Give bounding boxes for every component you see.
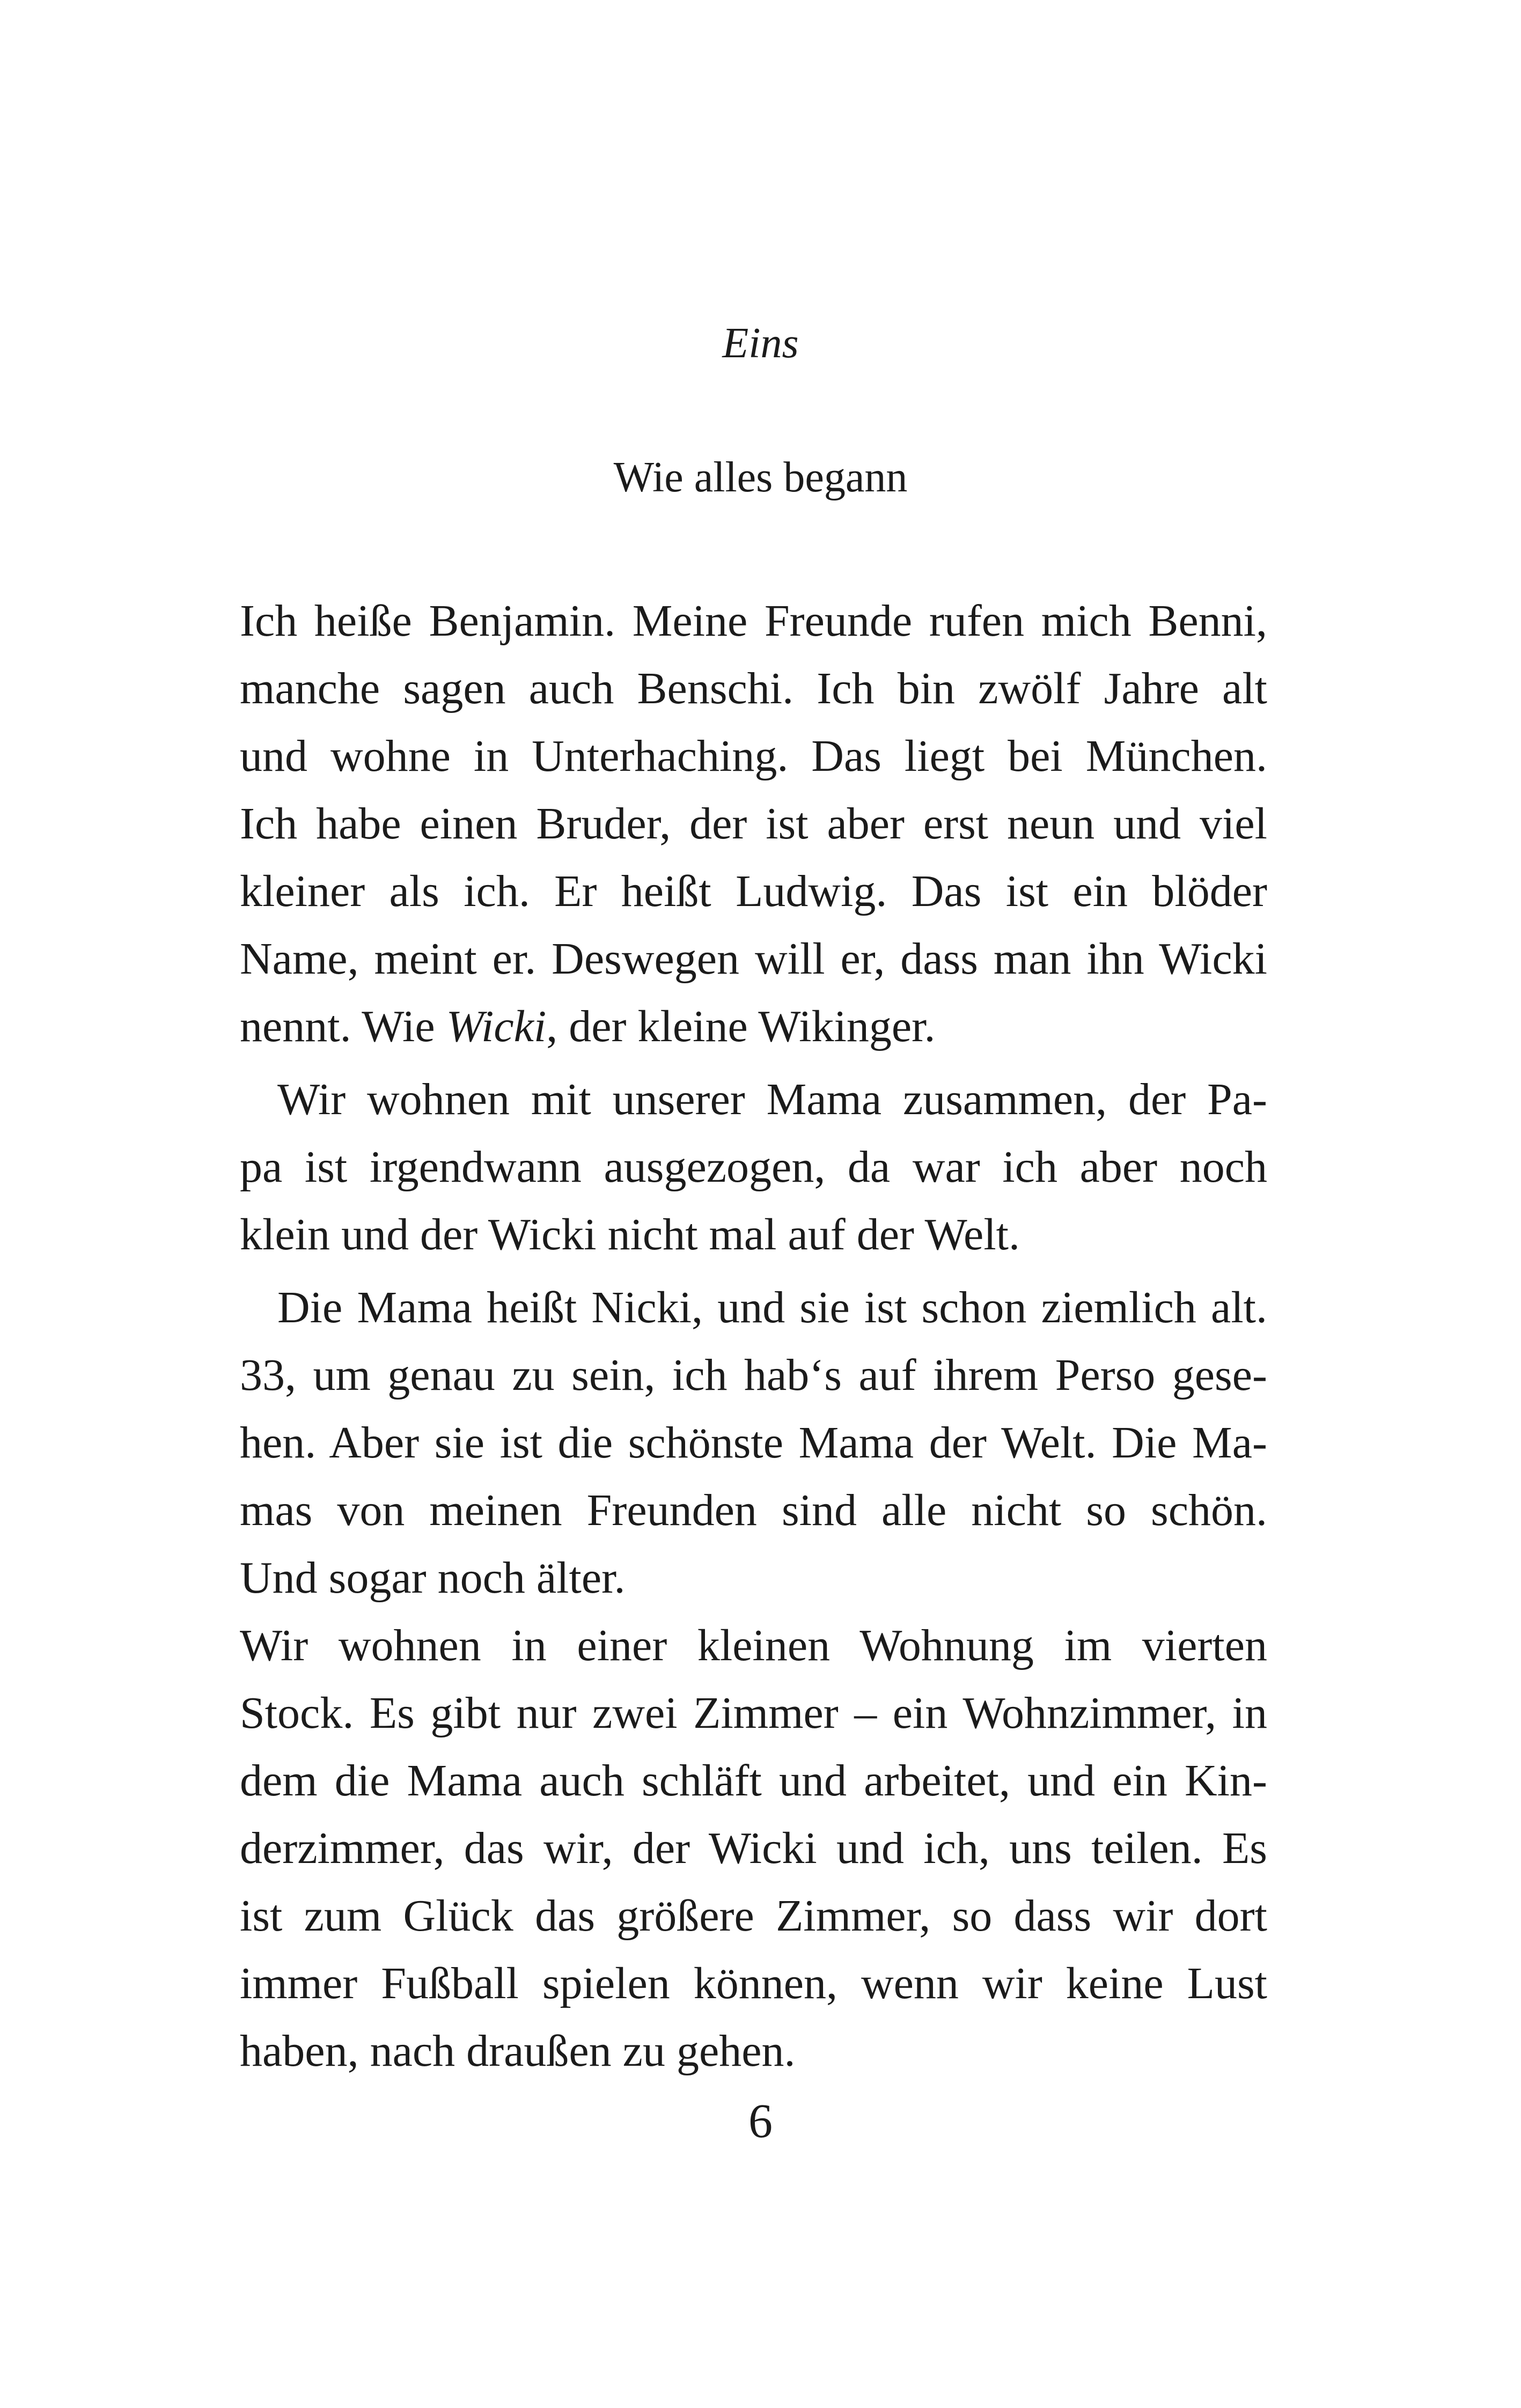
page-number: 6 bbox=[748, 2095, 773, 2148]
text-line: Wir wohnen in einer kleinen Wohnung im vierten bbox=[240, 1621, 1267, 1670]
italic-title: Wicki bbox=[446, 1002, 547, 1051]
text-line: Und sogar noch älter. bbox=[240, 1553, 626, 1603]
text-line: Ich habe einen Bruder, der ist aber erst neun und viel bbox=[240, 799, 1267, 849]
paragraph-gap bbox=[240, 1061, 1267, 1066]
text-line: und wohne in Unterhaching. Das liegt bei München. bbox=[240, 731, 1267, 781]
text-line: Wir wohnen mit unserer Mama zusammen, der Pa- bbox=[277, 1074, 1267, 1124]
text-line: haben, nach draußen zu gehen. bbox=[240, 2026, 796, 2076]
text-line: mas von meinen Freunden sind alle nicht so schön. bbox=[240, 1485, 1267, 1535]
paragraph bbox=[240, 1612, 1267, 2085]
text-line: manche sagen auch Benschi. Ich bin zwölf Jahre alt bbox=[240, 664, 1267, 713]
text-line: dem die Mama auch schläft und arbeitet, und ein Kin- bbox=[240, 1756, 1267, 1806]
chapter-title: Wie alles begann bbox=[613, 454, 908, 501]
text-line: pa ist irgendwann ausgezogen, da war ich aber noch bbox=[240, 1142, 1267, 1192]
body-text bbox=[240, 587, 1267, 2085]
text-line: klein und der Wicki nicht mal auf der Welt. bbox=[240, 1210, 1020, 1260]
text-line: immer Fußball spielen können, wenn wir keine Lust bbox=[240, 1958, 1267, 2008]
paragraph bbox=[240, 587, 1267, 1061]
text-line: Ich heiße Benjamin. Meine Freunde rufen mich Benni, bbox=[240, 596, 1267, 646]
paragraph-gap bbox=[240, 1269, 1267, 1274]
text-line bbox=[240, 993, 1267, 1061]
text-line: 33, um genau zu sein, ich hab‘s auf ihrem Perso gese- bbox=[240, 1350, 1267, 1400]
text-line: Name, meint er. Deswegen will er, dass man ihn Wicki bbox=[240, 934, 1267, 984]
text-line: ist zum Glück das größere Zimmer, so dass wir dort bbox=[240, 1891, 1267, 1941]
text-line: kleiner als ich. Er heißt Ludwig. Das ist ein blöder bbox=[240, 866, 1267, 916]
paragraph bbox=[240, 1066, 1267, 1269]
text-line: Stock. Es gibt nur zwei Zimmer – ein Wohnzimmer, in bbox=[240, 1688, 1267, 1738]
text-fragment: nennt. Wie bbox=[240, 1002, 446, 1051]
text-line: derzimmer, das wir, der Wicki und ich, uns teilen. Es bbox=[240, 1823, 1267, 1873]
text-line: Die Mama heißt Nicki, und sie ist schon ziemlich alt. bbox=[277, 1283, 1267, 1332]
text-fragment: , der kleine Wikinger. bbox=[546, 1002, 936, 1051]
chapter-number: Eins bbox=[722, 320, 799, 367]
paragraph bbox=[240, 1274, 1267, 1612]
text-line: hen. Aber sie ist die schönste Mama der Welt. Die Ma- bbox=[240, 1418, 1267, 1468]
